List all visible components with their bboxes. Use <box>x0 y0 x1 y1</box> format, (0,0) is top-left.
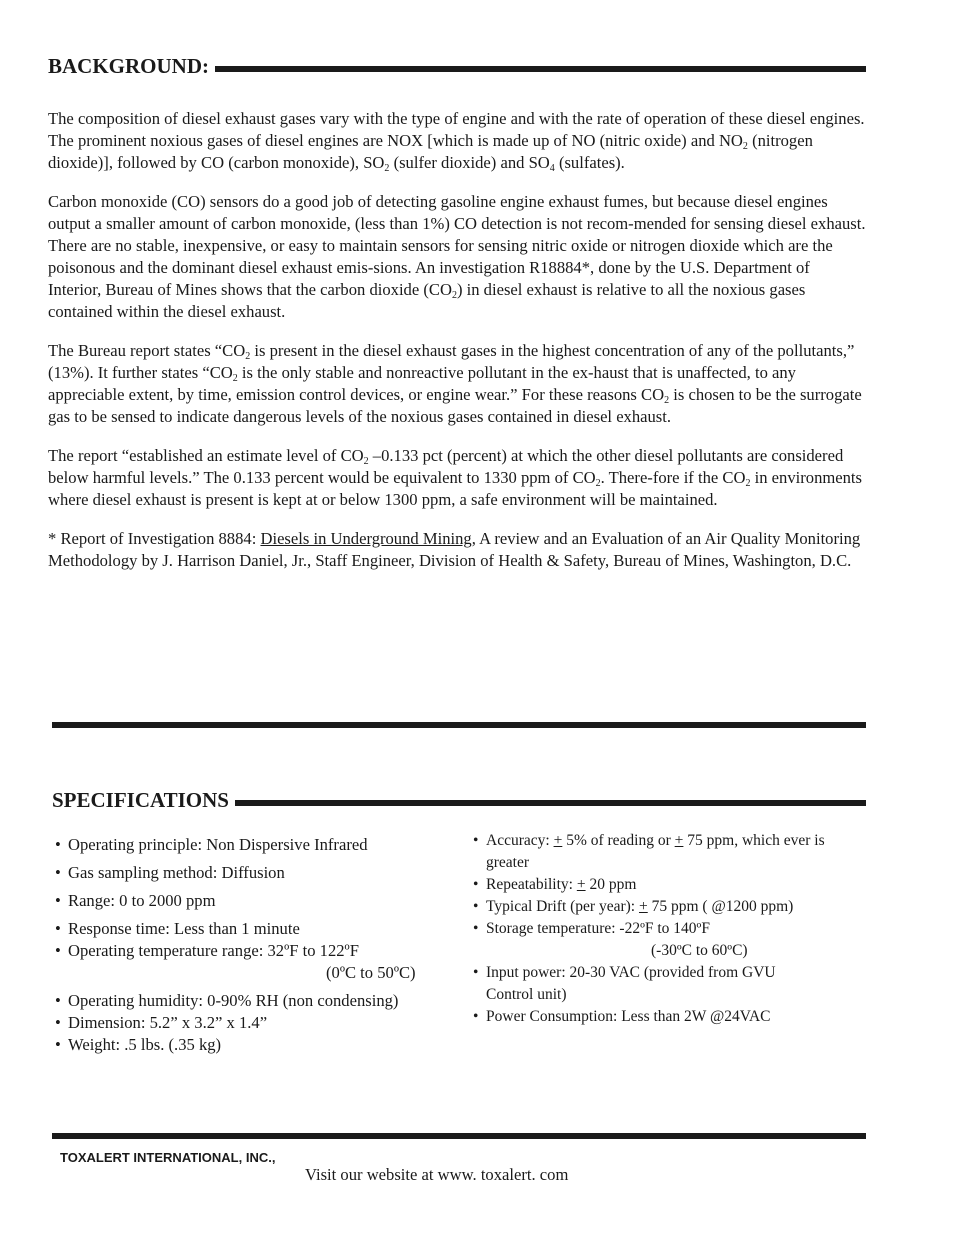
background-header <box>48 54 866 79</box>
spec-operating-humidity: • Operating humidity: 0-90% RH (non condensing) <box>52 990 472 1012</box>
spec-operating-temperature: • Operating temperature range: 32ºF to 122ºF (0ºC to 50ºC) <box>52 940 472 984</box>
heading-rule <box>235 800 866 806</box>
website-text: Visit our website at www. toxalert. com <box>305 1165 569 1184</box>
specs-list-left <box>52 834 472 1056</box>
background-heading: BACKGROUND: <box>48 54 209 78</box>
spec-storage-temperature: • Storage temperature: -22ºF to 140ºF (-30ºC to 60ºC) <box>470 918 870 962</box>
spec-power-consumption: • Power Consumption: Less than 2W @24VAC <box>470 1006 870 1028</box>
paragraph-co-sensors: Carbon monoxide (CO) sensors do a good job of detecting gasoline engine exhaust fumes, but because diesel engines output a smaller amount of carbon monoxide, (less than 1%) CO detection is not recom-mended for sensing diesel exhaust. There are no stable, inexpensive, or easy to maintain sensors for sensing nitric oxide or nitrogen dioxide which are the poisonous and the dominant diesel exhaust emis-sions. An investigation R18884*, done by the U.S. Department of Interior, Bureau of Mines shows that the carbon dioxide $(CO_2)$ in diesel exhaust is relative to all the noxious gases contained within the diesel exhaust. <box>48 192 866 321</box>
spec-operating-principle: • Operating principle: Non Dispersive Infrared <box>52 834 472 856</box>
paragraph-estimate-level: The report “established an estimate level of $CO_2$ –0.133 pct (percent) at which the other diesel pollutants are considered below harmful levels.” The 0.133 percent would be equivalent to 1330 ppm of $CO_2$. There-fore if the $CO_2$ in environments where diesel exhaust is present is kept at or below 1300 ppm, a safe environment will be maintained. <box>48 446 862 509</box>
spec-response-time: • Response time: Less than 1 minute <box>52 918 472 940</box>
spec-dimension: • Dimension: 5.2” x 3.2” x 1.4” <box>52 1012 472 1034</box>
company-name: TOXALERT INTERNATIONAL, INC., <box>60 1150 276 1165</box>
spec-input-power: • Input power: 20-30 VAC (provided from GVU Control unit) <box>470 962 870 1006</box>
spec-weight: • Weight: .5 lbs. (.35 kg) <box>52 1034 472 1056</box>
paragraph-composition: The composition of diesel exhaust gases vary with the type of engine and with the rate of operation of these diesel engines. The prominent noxious gases of diesel engines are NOX [which is made up of NO (nitric oxide) and $NO_2$ (nitrogen dioxide)], followed by CO (carbon monoxide), $SO_2$ (sulfer dioxide) and $SO_4$ (sulfates). <box>48 109 865 174</box>
specifications-header <box>52 788 866 813</box>
spec-repeatability: • Repeatability: + 20 ppm <box>470 874 870 896</box>
specs-list-right <box>470 830 870 1028</box>
spec-sampling-method: • Gas sampling method: Diffusion <box>52 862 472 884</box>
paragraph-bureau-report: The Bureau report states “$CO_2$ is present in the diesel exhaust gases in the highest concentration of any of the pollutants,” (13%). It further states “$CO_2$ is the only stable and nonreactive pollutant in the ex-haust that is unaffected, to any appreciable extent, by time, emission control devices, or engine wear.” For these reasons $CO_2$ is chosen to be the surrogate gas to be sensed to indicate dangerous levels of the noxious gases contained in diesel exhaust. <box>48 341 862 426</box>
footer-divider <box>52 1133 866 1139</box>
spec-typical-drift: • Typical Drift (per year): + 75 ppm ( @1200 ppm) <box>470 896 870 918</box>
background-body <box>48 108 866 589</box>
spec-accuracy: • Accuracy: + 5% of reading or + 75 ppm, which ever is greater <box>470 830 870 874</box>
report-title: Diesels in Underground Mining <box>260 529 472 548</box>
specifications-heading: SPECIFICATIONS <box>52 788 229 812</box>
heading-rule <box>215 66 866 72</box>
paragraph-footnote: * Report of Investigation 8884: Diesels in Underground Mining, A review and an Evaluation of an Air Quality Monitoring Methodology by J. Harrison Daniel, Jr., Staff Engineer, Division of Health & Safety, Bureau of Mines, Washington, D.C. <box>48 529 861 570</box>
spec-range: • Range: 0 to 2000 ppm <box>52 890 472 912</box>
section-divider <box>52 722 866 728</box>
